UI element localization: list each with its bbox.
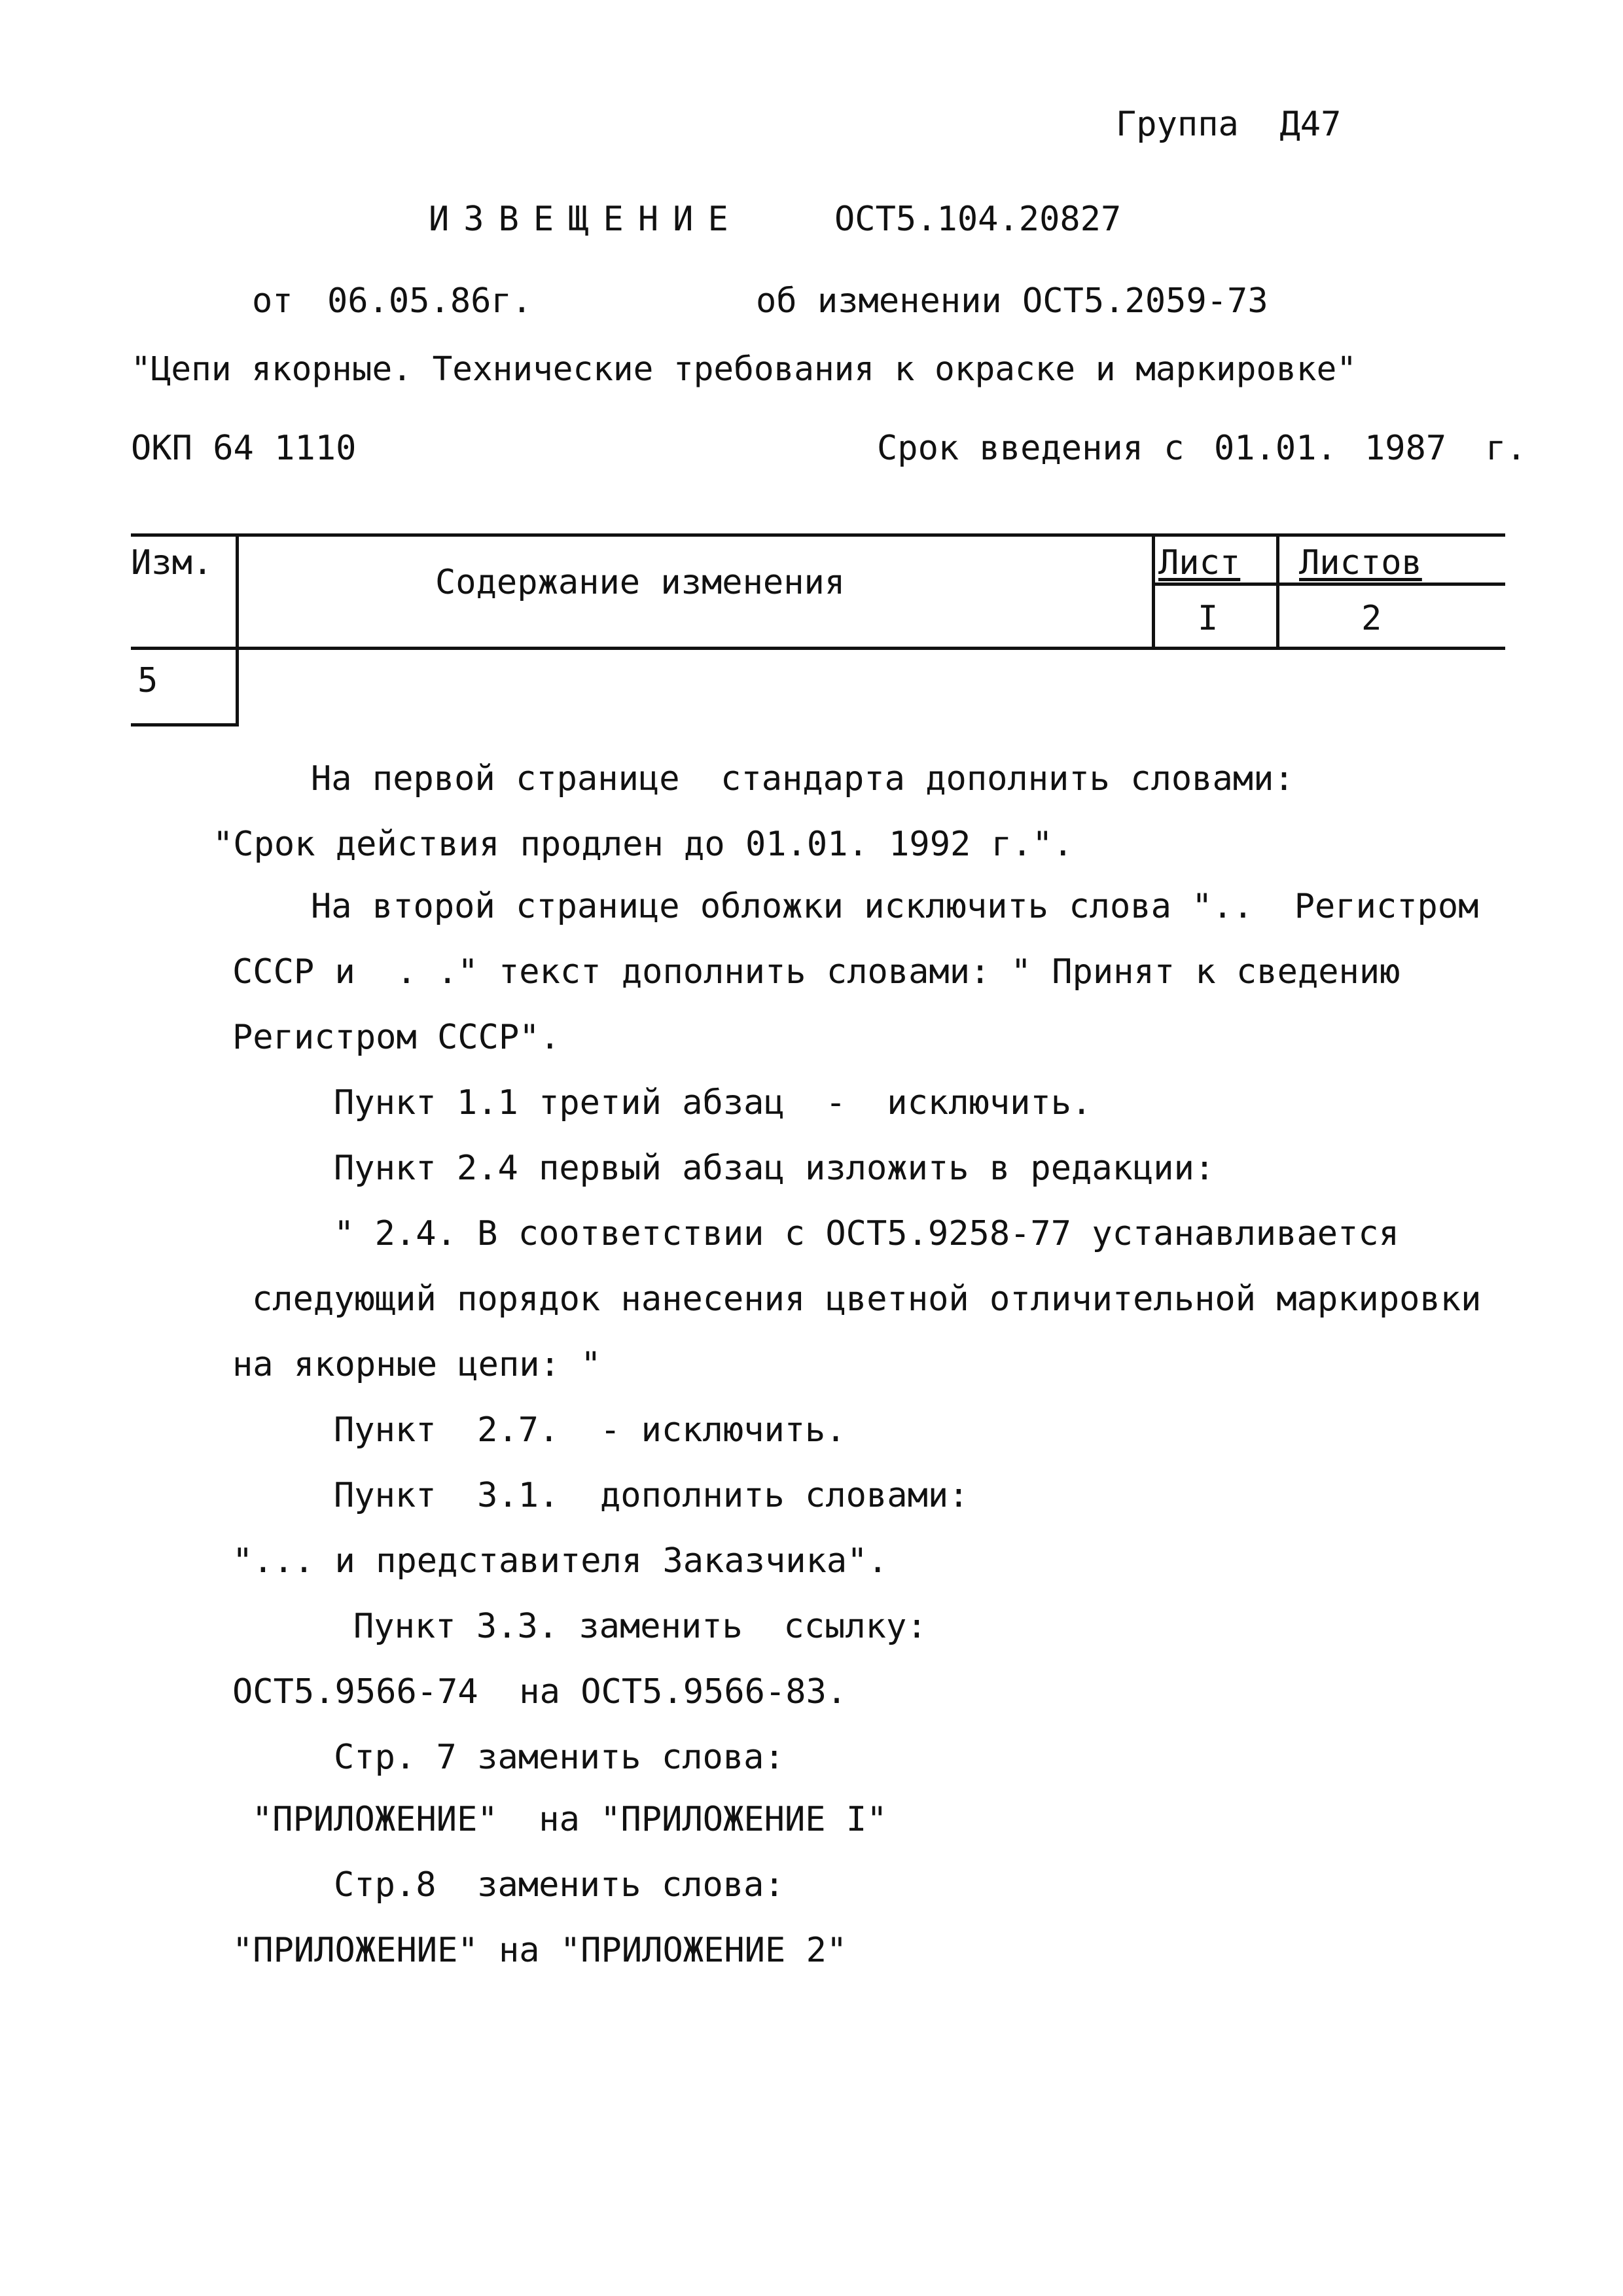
effective-suffix: г. xyxy=(1486,429,1527,468)
body-line-5: Регистром СССР". xyxy=(232,1018,560,1057)
standard-title: "Цепи якорные. Технические требования к окраске и маркировке" xyxy=(131,350,1357,389)
body-line-12: Пункт 3.1. дополнить словами: xyxy=(334,1476,969,1515)
okp-code: ОКП 64 1110 xyxy=(131,429,357,468)
body-line-10: на якорные цепи: " xyxy=(232,1345,601,1384)
list-value: I xyxy=(1198,599,1219,638)
body-line-1: На первой странице стандарта дополнить словами: xyxy=(311,759,1294,798)
body-line-4: СССР и . ." текст дополнить словами: " Принят к сведению xyxy=(232,952,1400,992)
body-line-13: "... и представителя Заказчика". xyxy=(232,1541,888,1581)
izm-value: 5 xyxy=(137,661,158,700)
group-label: Группа Д47 xyxy=(1116,105,1342,144)
body-line-6: Пункт 1.1 третий абзац - исключить. xyxy=(334,1083,1092,1122)
effective-date: 01.01. xyxy=(1214,429,1337,468)
table-listov-divider xyxy=(1276,533,1279,650)
body-line-11: Пункт 2.7. - исключить. xyxy=(334,1410,846,1450)
table-list-left-divider xyxy=(1152,533,1155,650)
body-line-16: Стр. 7 заменить слова: xyxy=(334,1738,785,1777)
notice-number: ОСТ5.104.20827 xyxy=(834,200,1122,239)
notice-date: 06.05.86г. xyxy=(327,281,533,321)
effective-label: Срок введения с xyxy=(877,429,1185,468)
body-line-7: Пункт 2.4 первый абзац изложить в редакции: xyxy=(334,1149,1215,1188)
table-sheet-mid-rule xyxy=(1152,583,1505,586)
col-list-header: Лист xyxy=(1158,543,1241,583)
body-line-19: "ПРИЛОЖЕНИЕ" на "ПРИЛОЖЕНИЕ 2" xyxy=(232,1931,847,1970)
col-content-header: Содержание изменения xyxy=(435,563,846,602)
col-izm-header: Изм. xyxy=(131,543,213,583)
effective-year: 1987 xyxy=(1364,429,1447,468)
col-listov-header: Листов xyxy=(1299,543,1422,583)
body-line-8: " 2.4. В соответствии с ОСТ5.9258-77 устанавливается xyxy=(334,1214,1399,1253)
table-izm-bottom-rule xyxy=(131,723,239,726)
notice-title: ИЗВЕЩЕНИЕ xyxy=(429,200,743,239)
table-top-rule xyxy=(131,533,1505,537)
body-line-2: "Срок действия продлен до 01.01. 1992 г.". xyxy=(213,825,1073,864)
body-line-15: ОСТ5.9566-74 на ОСТ5.9566-83. xyxy=(232,1672,847,1712)
change-of-standard: об изменении ОСТ5.2059-73 xyxy=(756,281,1268,321)
listov-value: 2 xyxy=(1361,599,1382,638)
body-line-17: "ПРИЛОЖЕНИЕ" на "ПРИЛОЖЕНИЕ I" xyxy=(252,1800,887,1839)
body-line-3: На второй странице обложки исключить слова ".. Регистром xyxy=(311,887,1479,926)
table-izm-divider xyxy=(236,533,239,726)
table-header-bottom-rule xyxy=(131,647,1505,650)
body-line-18: Стр.8 заменить слова: xyxy=(334,1865,785,1905)
date-prefix: от xyxy=(252,281,293,321)
body-line-9: следующий порядок нанесения цветной отличительной маркировки xyxy=(252,1280,1482,1319)
body-line-14: Пункт 3.3. заменить ссылку: xyxy=(353,1607,927,1646)
